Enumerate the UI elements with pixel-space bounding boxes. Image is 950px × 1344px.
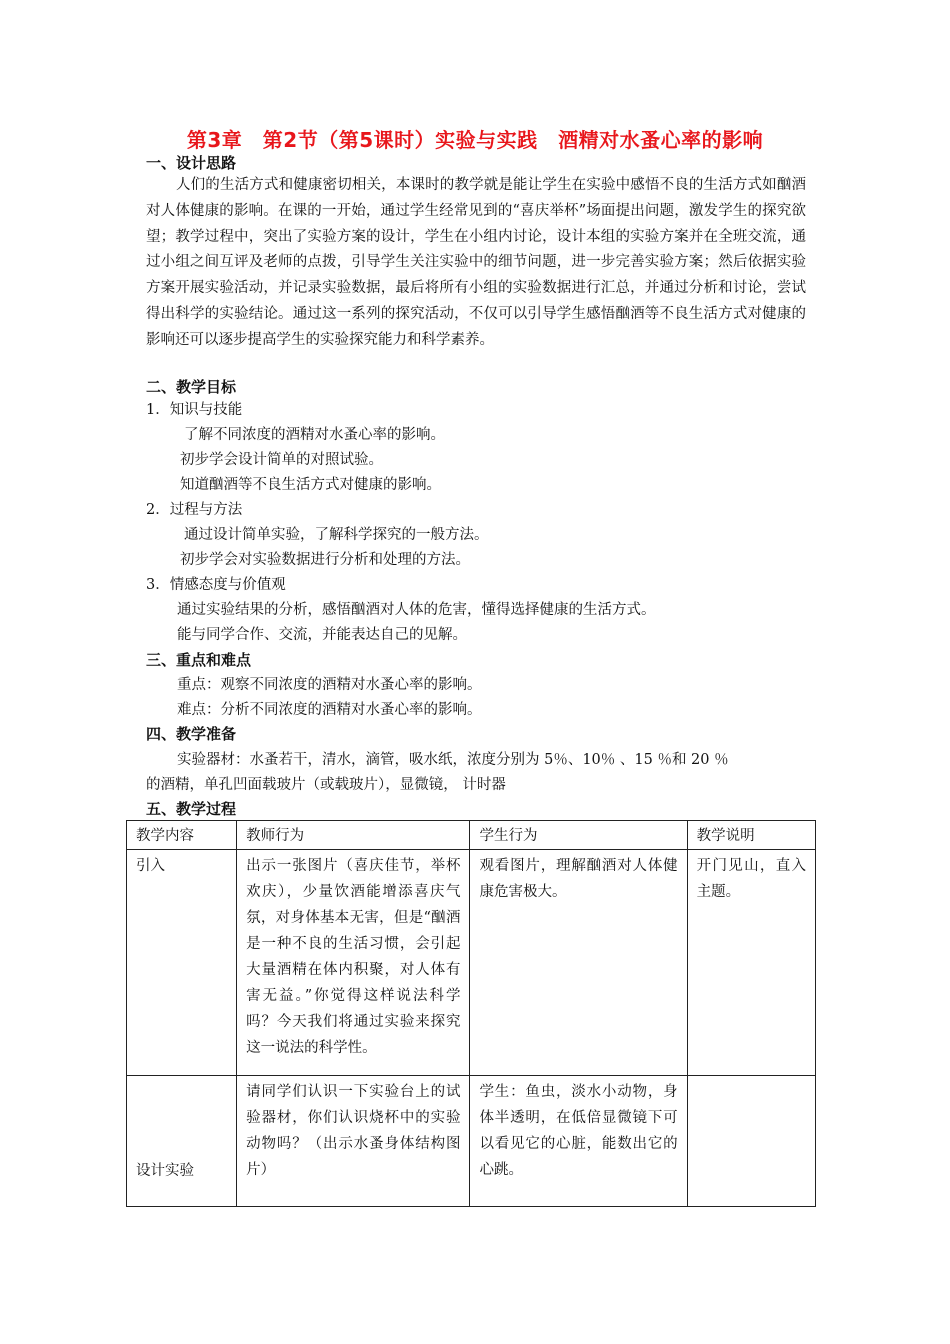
objective-group-knowledge: 1．知识与技能 [146,402,243,418]
section-heading-key-points: 三、重点和难点 [146,651,252,669]
header-cell: 教学内容 [127,821,237,850]
objective-group-attitude: 3．情感态度与价值观 [146,577,286,593]
section-heading-objectives: 二、教学目标 [146,378,237,396]
header-cell: 教师行为 [237,821,470,850]
objective-group-process: 2．过程与方法 [146,502,243,518]
cell-note: 开门见山，直入主题。 [687,850,815,1076]
cell-student: 观看图片，理解酗酒对人体健康危害极大。 [470,850,687,1076]
table-row [127,850,816,1076]
objective-item: 初步学会设计简单的对照试验。 [180,452,383,468]
cell-teacher: 出示一张图片（喜庆佳节，举杯欢庆），少量饮酒能增添喜庆气氛，对身体基本无害，但是“酗酒是一种不良的生活习惯，会引起大量酒精在体内积聚，对人体有害无益。”你觉得这样说法科学吗？今天我们将通过实验来探究这一说法的科学性。 [237,850,470,1076]
difficulty-point: 难点：分析不同浓度的酒精对水蚤心率的影响。 [177,702,482,718]
objective-item: 能与同学合作、交流，并能表达自己的见解。 [177,627,467,643]
materials-line: 的酒精，单孔凹面载玻片（或载玻片），显微镜， 计时器 [146,777,506,793]
table-row [127,1076,816,1207]
cell-content: 设计实验 [127,1076,237,1207]
objective-item: 通过设计简单实验，了解科学探究的一般方法。 [184,527,489,543]
key-point: 重点：观察不同浓度的酒精对水蚤心率的影响。 [177,677,482,693]
section-heading-design-idea: 一、设计思路 [146,154,237,172]
design-idea-paragraph: 人们的生活方式和健康密切相关，本课时的教学就是能让学生在实验中感悟不良的生活方式如酗酒对人体健康的影响。在课的一开始，通过学生经常见到的“喜庆举杯”场面提出问题，激发学生的探究欲望；教学过程中，突出了实验方案的设计，学生在小组内讨论，设计本组的实验方案并在全班交流，通过小组之间互评及老师的点拨，引导学生关注实验中的细节问题，进一步完善实验方案；然后依据实验方案开展实验活动，并记录实验数据，最后将所有小组的实验数据进行汇总，并通过分析和讨论，尝试得出科学的实验结论。通过这一系列的探究活动，不仅可以引导学生感悟酗酒等不良生活方式对健康的影响还可以逐步提高学生的实验探究能力和科学素养。 [146,177,806,348]
materials-line: 实验器材：水蚤若干，清水，滴管，吸水纸，浓度分别为 5％、10％ 、15 ％和 20 ％ [177,752,729,768]
section-heading-preparation: 四、教学准备 [146,725,237,743]
objective-item: 通过实验结果的分析，感悟酗酒对人体的危害，懂得选择健康的生活方式。 [177,602,656,618]
cell-student: 学生：鱼虫，淡水小动物，身体半透明，在低倍显微镜下可以看见它的心脏，能数出它的心跳。 [470,1076,687,1207]
table-header-row [127,821,816,850]
objective-item: 了解不同浓度的酒精对水蚤心率的影响。 [184,427,445,443]
cell-note [687,1076,815,1207]
teaching-process-table [126,820,816,1207]
cell-teacher: 请同学们认识一下实验台上的试验器材，你们认识烧杯中的实验动物吗？（出示水蚤身体结构图片） [237,1076,470,1207]
objective-item: 知道酗酒等不良生活方式对健康的影响。 [180,477,441,493]
header-cell: 教学说明 [687,821,815,850]
section-heading-process: 五、教学过程 [146,800,237,818]
cell-content: 引入 [127,850,237,1076]
objective-item: 初步学会对实验数据进行分析和处理的方法。 [180,552,470,568]
header-cell: 学生行为 [470,821,687,850]
document-title: 第3章 第2节（第5课时）实验与实践 酒精对水蚤心率的影响 [186,128,764,152]
